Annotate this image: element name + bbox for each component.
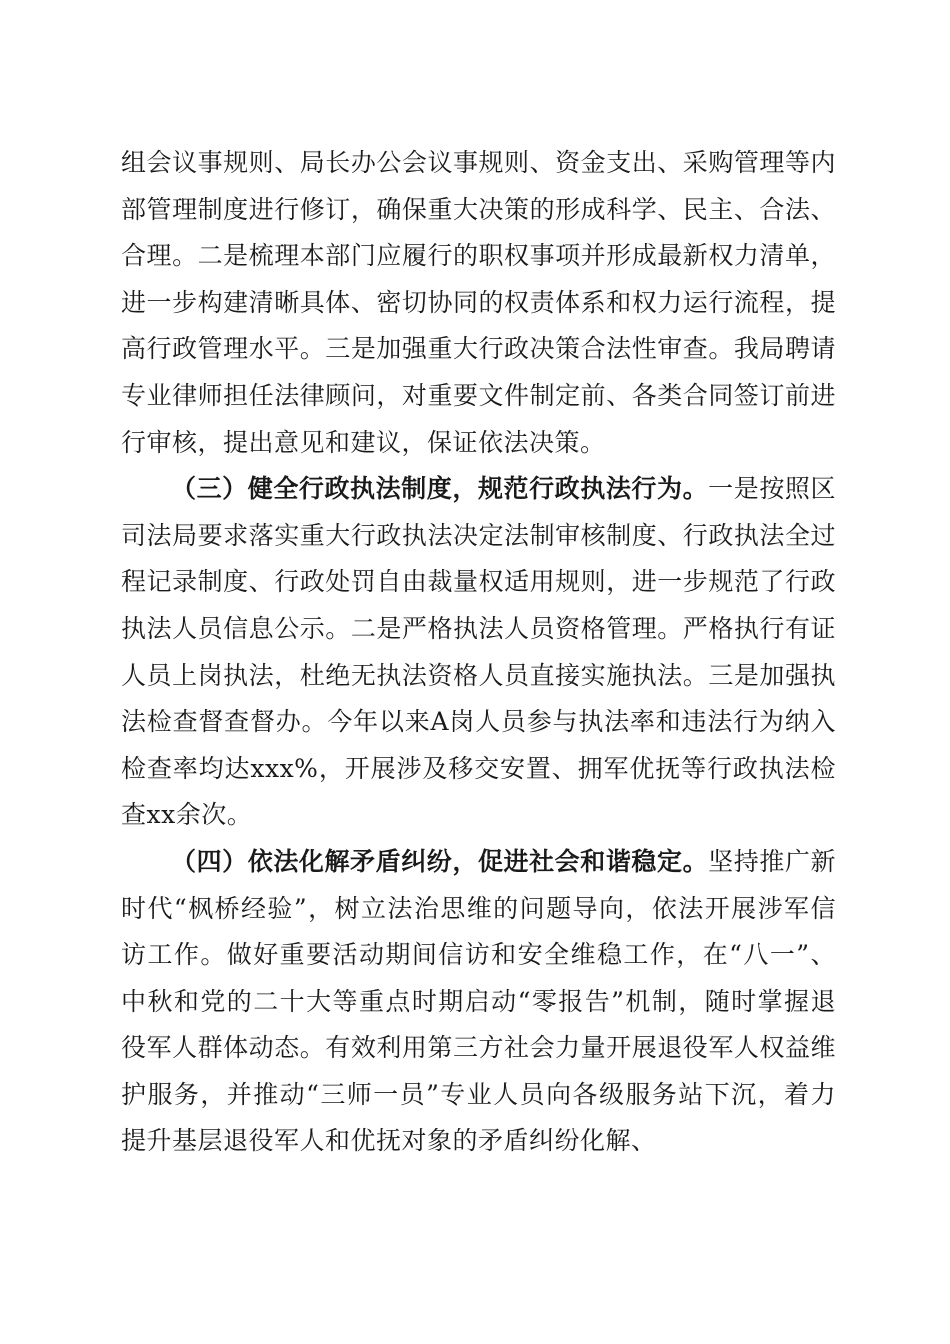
paragraph-3-text: 坚持推广新时代“枫桥经验”，树立法治思维的问题导向，依法开展涉军信访工作。做好重要活动期间信访和安全维稳工作，在“八一”、中秋和党的二十大等重点时期启动“零报告”机制，随时掌握退役军人群体动态。有效利用第三方社会力量开展退役军人权益维护服务，并推动“三师一员”专业人员向各级服务站下沉，着力提升基层退役军人和优抚对象的矛盾纠纷化解、 xyxy=(121,846,836,1156)
paragraph-2-heading: （三）健全行政执法制度，规范行政执法行为。 xyxy=(171,474,709,504)
document-body xyxy=(121,140,836,1165)
paragraph-3-heading: （四）依法化解矛盾纠纷，促进社会和谐稳定。 xyxy=(171,846,709,876)
paragraph-3 xyxy=(121,839,836,1165)
paragraph-1 xyxy=(121,140,836,466)
paragraph-2 xyxy=(121,466,836,839)
paragraph-1-text: 组会议事规则、局长办公会议事规则、资金支出、采购管理等内部管理制度进行修订，确保重大决策的形成科学、民主、合法、合理。二是梳理本部门应履行的职权事项并形成最新权力清单，进一步构建清晰具体、密切协同的权责体系和权力运行流程，提高行政管理水平。三是加强重大行政决策合法性审查。我局聘请专业律师担任法律顾问，对重要文件制定前、各类合同签订前进行审核，提出意见和建议，保证依法决策。 xyxy=(121,148,836,457)
paragraph-2-text: 一是按照区司法局要求落实重大行政执法决定法制审核制度、行政执法全过程记录制度、行政处罚自由裁量权适用规则，进一步规范了行政执法人员信息公示。二是严格执法人员资格管理。严格执行有证人员上岗执法，杜绝无执法资格人员直接实施执法。三是加强执法检查督查督办。今年以来A岗人员参与执法率和违法行为纳入检查率均达xxx%，开展涉及移交安置、拥军优抚等行政执法检查xx余次。 xyxy=(121,474,836,830)
